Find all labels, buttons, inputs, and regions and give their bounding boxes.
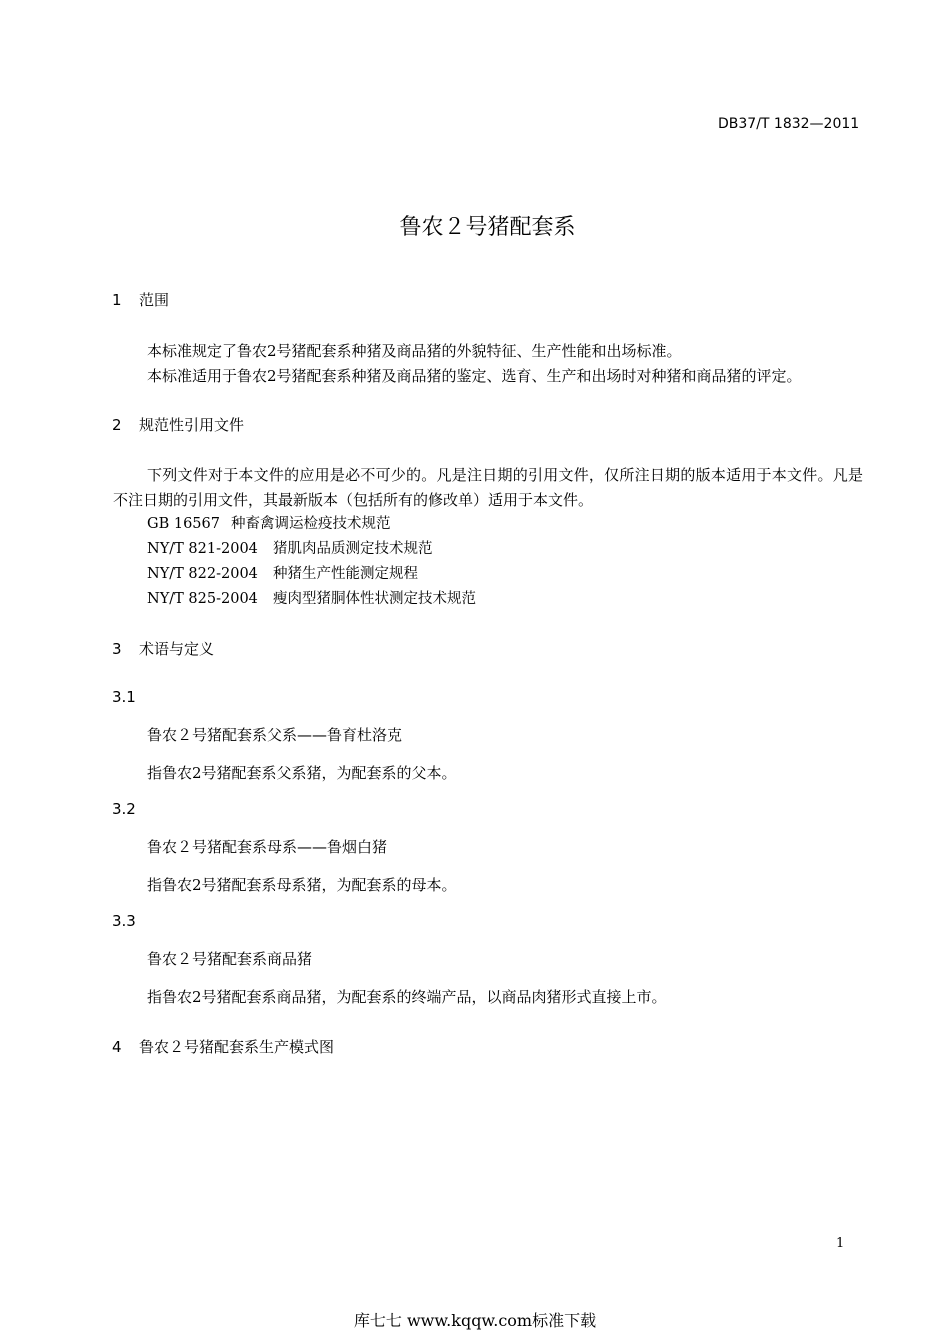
section-number: 1: [112, 291, 122, 309]
reference-title: 瘦肉型猪胴体性状测定技术规范: [273, 591, 476, 607]
term-name: 鲁农２号猪配套系商品猪: [147, 950, 313, 968]
reference-id: NY/T 825-2004: [147, 591, 258, 607]
section-1-heading: [112, 289, 169, 310]
paragraph: 本标准规定了鲁农2号猪配套系种猪及商品猪的外貌特征、生产性能和出场标准。: [147, 342, 682, 360]
section-title: 鲁农２号猪配套系生产模式图: [139, 1038, 335, 1056]
reference-id: NY/T 822-2004: [147, 566, 258, 582]
term-number: 3.3: [112, 912, 136, 930]
page-number: 1: [836, 1236, 845, 1251]
reference-title: 种畜禽调运检疫技术规范: [231, 516, 391, 532]
term-definition: 指鲁农2号猪配套系父系猪，为配套系的父本。: [147, 764, 457, 782]
section-number: 3: [112, 640, 122, 658]
reference-item: [147, 537, 433, 558]
section-title: 规范性引用文件: [139, 416, 245, 434]
footer-watermark: 库七七 www.kqqw.com标准下载: [353, 1311, 597, 1330]
document-title: 鲁农２号猪配套系: [399, 215, 576, 240]
paragraph: 下列文件对于本文件的应用是必不可少的。凡是注日期的引用文件，仅所注日期的版本适用于本文件。凡是不注日期的引用文件，其最新版本（包括所有的修改单）适用于本文件。: [113, 466, 863, 509]
section-3-heading: [112, 638, 214, 659]
section-title: 范围: [139, 291, 170, 309]
section-4-heading: [112, 1036, 334, 1057]
standard-code: DB37/T 1832—2011: [718, 116, 860, 132]
section-number: 2: [112, 416, 122, 434]
term-number: 3.1: [112, 688, 136, 706]
reference-item: [147, 512, 391, 533]
reference-title: 种猪生产性能测定规程: [273, 566, 418, 582]
section-number: 4: [112, 1038, 122, 1056]
section-2-heading: [112, 414, 244, 435]
reference-id: NY/T 821-2004: [147, 541, 258, 557]
reference-id: GB 16567: [147, 516, 220, 532]
term-definition: 指鲁农2号猪配套系商品猪，为配套系的终端产品，以商品肉猪形式直接上市。: [147, 988, 667, 1006]
reference-item: [147, 562, 418, 583]
term-number: 3.2: [112, 800, 136, 818]
term-name: 鲁农２号猪配套系父系——鲁育杜洛克: [147, 726, 403, 744]
paragraph: 本标准适用于鲁农2号猪配套系种猪及商品猪的鉴定、选育、生产和出场时对种猪和商品猪的评定。: [147, 367, 802, 385]
section-title: 术语与定义: [139, 640, 215, 658]
reference-item: [147, 587, 476, 608]
reference-title: 猪肌肉品质测定技术规范: [273, 541, 433, 557]
term-definition: 指鲁农2号猪配套系母系猪，为配套系的母本。: [147, 876, 457, 894]
term-name: 鲁农２号猪配套系母系——鲁烟白猪: [147, 838, 388, 856]
